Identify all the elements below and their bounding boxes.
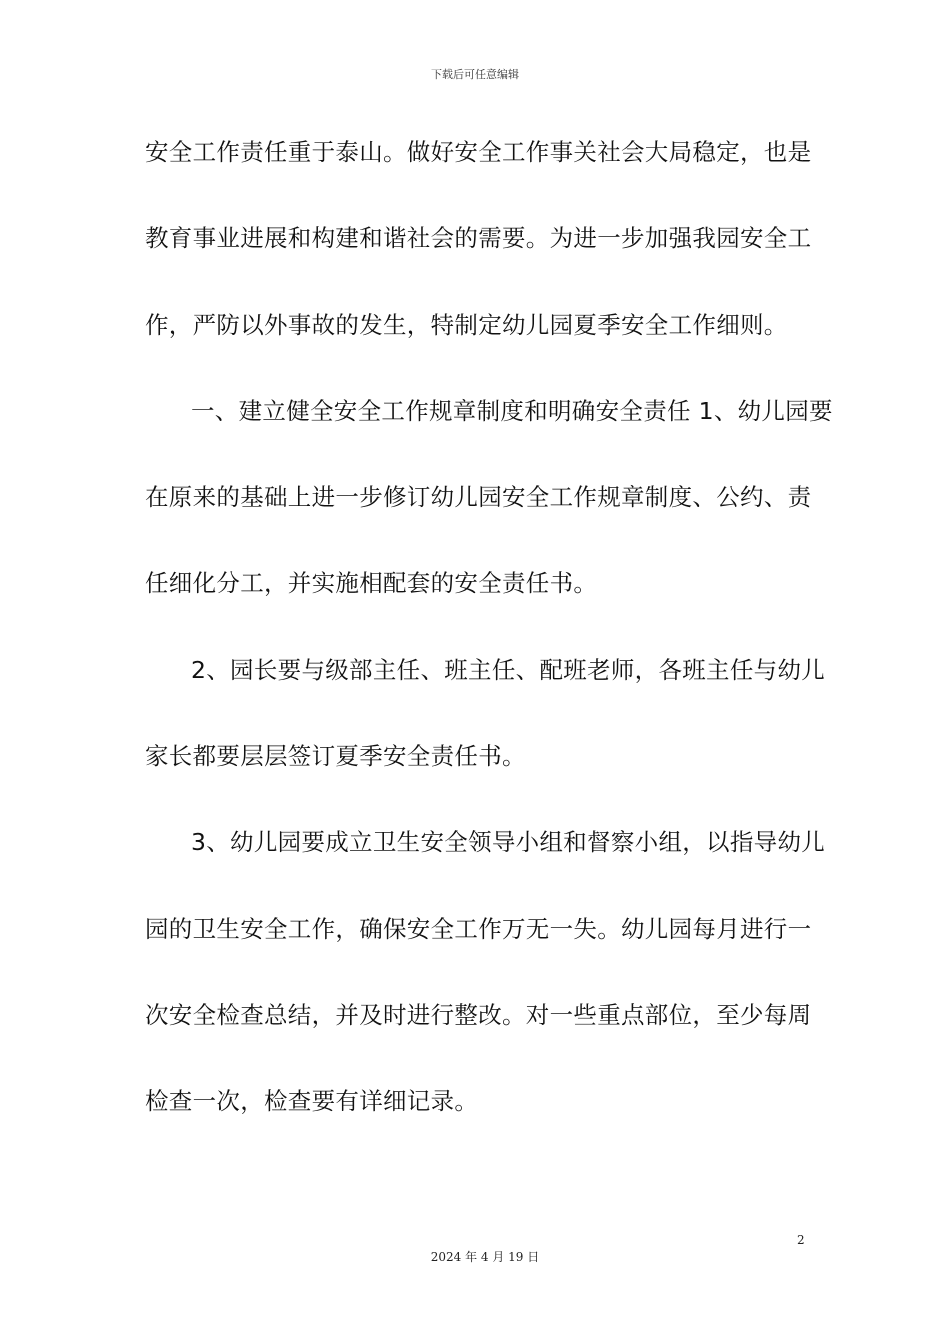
page-number: 2 <box>797 1233 805 1247</box>
text-line: 次安全检查总结，并及时进行整改。对一些重点部位，至少每周 <box>145 1000 812 1029</box>
footer-date: 2024 年 4 月 19 日 <box>430 1250 540 1264</box>
text-line: 作，严防以外事故的发生，特制定幼儿园夏季安全工作细则。 <box>145 310 788 339</box>
text-line: 安全工作责任重于泰山。做好安全工作事关社会大局稳定，也是 <box>145 138 812 166</box>
document-body <box>145 122 833 1158</box>
text-line: 2、园长要与级部主任、班主任、配班老师，各班主任与幼儿 <box>191 655 826 684</box>
text-line: 3、幼儿园要成立卫生安全领导小组和督察小组，以指导幼儿 <box>191 828 826 857</box>
text-line: 一、建立健全安全工作规章制度和明确安全责任 1、幼儿园要 <box>191 396 833 425</box>
text-line: 检查一次，检查要有详细记录。 <box>145 1087 479 1116</box>
page-header: 下载后可任意编辑 <box>431 68 519 81</box>
text-line: 教育事业进展和构建和谐社会的需要。为进一步加强我园安全工 <box>145 224 812 253</box>
text-line: 园的卫生安全工作，确保安全工作万无一失。幼儿园每月进行一 <box>145 914 812 943</box>
text-line: 任细化分工，并实施相配套的安全责任书。 <box>145 569 598 598</box>
text-line: 在原来的基础上进一步修订幼儿园安全工作规章制度、公约、责 <box>145 483 812 512</box>
text-line: 家长都要层层签订夏季安全责任书。 <box>145 742 526 771</box>
